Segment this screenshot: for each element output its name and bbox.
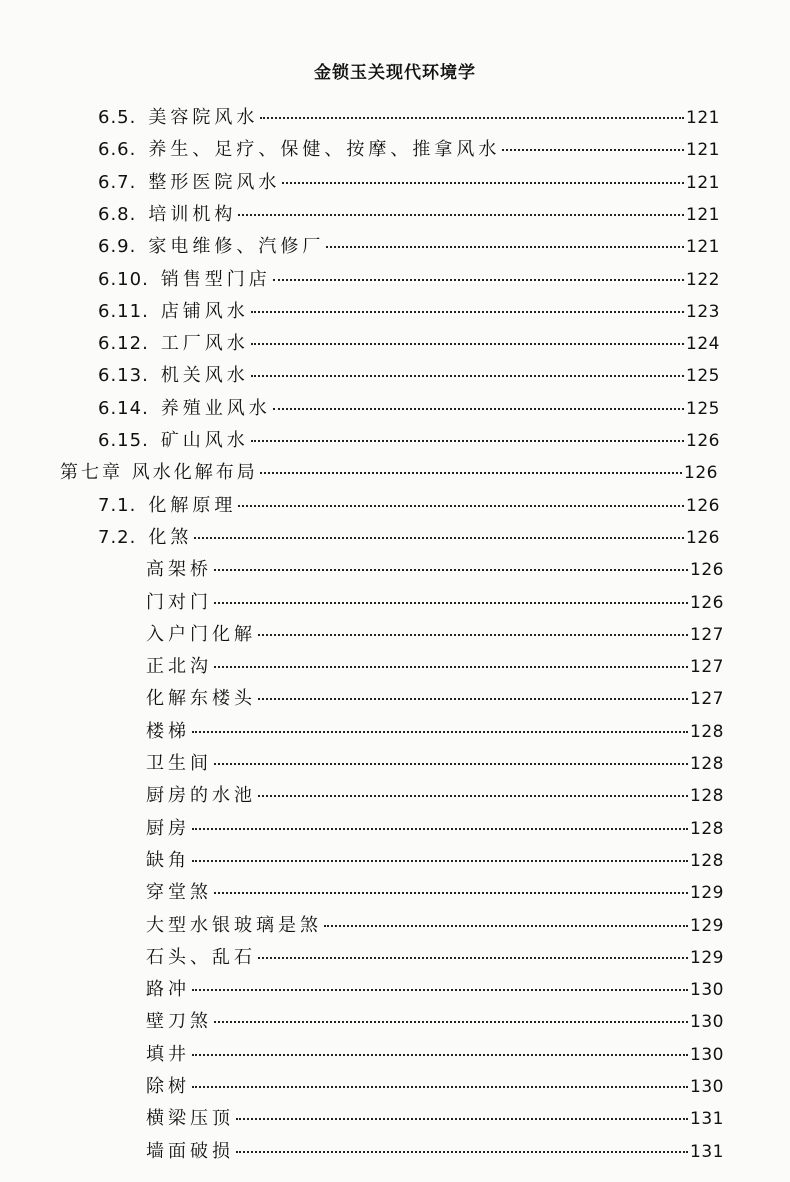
toc-dot-leader [214, 892, 688, 894]
toc-entry[interactable] [146, 622, 724, 648]
toc-entry-title: 机关风水 [160, 365, 249, 387]
toc-entry-number: 6.6. [98, 139, 137, 161]
toc-entry-number: 6.7. [98, 171, 137, 193]
toc-entry-title: 化解原理 [148, 494, 237, 516]
toc-entry-number: 6.15. [98, 430, 149, 451]
toc-entry[interactable] [146, 719, 724, 745]
toc-entry-page-number: 127 [690, 689, 724, 710]
toc-entry-page-number: 121 [686, 204, 720, 225]
toc-dot-leader [214, 1021, 688, 1023]
toc-entry-title: 填井 [146, 1043, 190, 1065]
toc-entry-page-number: 126 [686, 527, 720, 548]
toc-dot-leader [238, 214, 684, 216]
toc-dot-leader [258, 698, 688, 700]
toc-dot-leader [258, 795, 688, 797]
toc-dot-leader [236, 1151, 688, 1153]
toc-entry-page-number: 125 [686, 398, 720, 419]
toc-entry-page-number: 124 [686, 334, 720, 355]
toc-entry-page-number: 121 [686, 172, 720, 193]
toc-entry-page-number: 127 [690, 624, 724, 645]
toc-entry-page-number: 131 [690, 1109, 724, 1130]
toc-entry-number: 6.5. [98, 107, 137, 128]
toc-entry-page-number: 130 [690, 1012, 724, 1033]
toc-entry-number: 6.12. [98, 333, 149, 355]
toc-dot-leader [251, 343, 684, 345]
toc-entry[interactable] [146, 557, 724, 583]
toc-dot-leader [192, 731, 688, 733]
toc-entry-page-number: 128 [690, 754, 724, 774]
toc-entry[interactable] [98, 137, 720, 163]
toc-entry-page-number: 130 [690, 1077, 724, 1097]
toc-entry[interactable] [146, 945, 724, 971]
toc-entry-page-number: 121 [686, 140, 720, 161]
toc-entry-page-number: 122 [686, 269, 720, 290]
toc-dot-leader [273, 408, 684, 410]
toc-entry[interactable] [146, 783, 724, 809]
toc-entry-page-number: 128 [690, 721, 724, 742]
toc-entry-page-number: 126 [690, 592, 724, 613]
toc-entry-title: 除树 [146, 1076, 190, 1097]
toc-entry-title: 门对门 [146, 591, 212, 613]
toc-entry-title: 化解东楼头 [146, 688, 256, 710]
toc-entry[interactable] [146, 1074, 724, 1100]
toc-dot-leader [192, 989, 688, 991]
toc-entry-title: 养殖业风水 [160, 397, 271, 419]
toc-entry-page-number: 130 [690, 1044, 724, 1065]
toc-entry[interactable] [146, 654, 724, 680]
toc-entry-page-number: 127 [690, 657, 724, 678]
toc-entry-page-number: 125 [686, 366, 720, 387]
toc-entry[interactable] [98, 202, 720, 228]
toc-entry-page-number: 128 [690, 850, 724, 871]
toc-entry[interactable] [146, 1139, 724, 1165]
toc-entry[interactable] [98, 428, 720, 454]
toc-entry[interactable] [146, 751, 724, 777]
toc-entry[interactable] [146, 1009, 724, 1035]
toc-entry-page-number: 129 [690, 915, 724, 936]
toc-entry-title: 养生、足疗、保健、按摩、推拿风水 [148, 139, 501, 161]
toc-entry-title: 培训机构 [148, 203, 237, 225]
toc-entry[interactable] [98, 396, 720, 422]
toc-entry-page-number: 128 [690, 818, 724, 839]
toc-dot-leader [214, 666, 688, 668]
toc-entry[interactable] [98, 363, 720, 389]
toc-entry-title: 第七章 风水化解布局 [60, 462, 258, 484]
toc-entry-page-number: 121 [686, 237, 720, 258]
toc-entry-number: 7.1. [98, 494, 137, 516]
toc-entry-page-number: 121 [686, 108, 720, 128]
toc-entry-title: 路冲 [146, 979, 190, 1001]
toc-entry-title: 高架桥 [146, 559, 212, 581]
toc-entry[interactable] [98, 299, 720, 325]
toc-entry-title: 整形医院风水 [148, 171, 281, 193]
toc-entry[interactable] [146, 1042, 724, 1068]
toc-entry-title: 化煞 [148, 526, 193, 548]
toc-dot-leader [273, 279, 684, 281]
toc-dot-leader [194, 537, 684, 539]
toc-dot-leader [251, 440, 684, 442]
toc-dot-leader [214, 602, 688, 604]
toc-dot-leader [214, 763, 688, 765]
toc-entry-page-number: 129 [690, 947, 724, 968]
toc-entry-title: 穿堂煞 [146, 882, 212, 904]
toc-entry-title: 楼梯 [146, 720, 190, 742]
toc-dot-leader [258, 634, 688, 636]
toc-entry-number: 6.9. [98, 236, 137, 258]
toc-dot-leader [326, 246, 684, 248]
toc-entry[interactable] [98, 331, 720, 357]
toc-dot-leader [192, 860, 688, 862]
toc-entry[interactable] [98, 105, 720, 131]
toc-dot-leader [260, 472, 682, 474]
toc-entry-number: 7.2. [98, 526, 137, 548]
toc-entry-number: 6.8. [98, 203, 137, 225]
toc-entry[interactable] [98, 525, 720, 551]
toc-entry-number: 6.13. [98, 365, 149, 387]
toc-entry-title: 正北沟 [146, 656, 212, 678]
toc-entry-number: 6.14. [98, 397, 149, 419]
toc-entry-title: 家电维修、汽修厂 [148, 236, 325, 258]
toc-entry-page-number: 126 [690, 560, 724, 581]
toc-entry-title: 销售型门店 [160, 268, 271, 290]
toc-dot-leader [214, 569, 688, 571]
toc-dot-leader [192, 1086, 688, 1088]
toc-entry[interactable] [98, 493, 720, 519]
toc-entry-title: 工厂风水 [160, 333, 249, 355]
toc-dot-leader [236, 1118, 688, 1120]
toc-entry-title: 厨房 [146, 817, 190, 839]
toc-entry[interactable] [98, 267, 720, 293]
toc-entry[interactable] [98, 170, 720, 196]
toc-entry[interactable] [146, 816, 724, 842]
toc-entry-page-number: 129 [690, 883, 724, 904]
toc-entry-page-number: 128 [690, 786, 724, 807]
toc-entry-title: 卫生间 [146, 753, 212, 774]
toc-entry[interactable] [146, 590, 724, 616]
toc-entry[interactable] [98, 234, 720, 260]
toc-dot-leader [238, 505, 684, 507]
toc-dot-leader [258, 957, 688, 959]
toc-dot-leader [192, 1054, 688, 1056]
page-header: 金锁玉关现代环境学 [314, 63, 476, 83]
toc-entry[interactable] [146, 686, 724, 712]
toc-entry[interactable] [146, 848, 724, 874]
toc-dot-leader [251, 311, 684, 313]
toc-entry-title: 美容院风水 [148, 107, 259, 128]
toc-dot-leader [260, 117, 684, 119]
toc-entry-page-number: 126 [686, 495, 720, 516]
toc-entry-page-number: 126 [686, 431, 720, 451]
toc-entry-title: 店铺风水 [160, 300, 249, 322]
toc-entry-title: 缺角 [146, 849, 190, 871]
toc-entry-page-number: 126 [684, 463, 718, 484]
toc-dot-leader [502, 149, 684, 151]
toc-entry-page-number: 131 [690, 1141, 724, 1162]
toc-entry-title: 入户门化解 [146, 623, 256, 645]
toc-entry-number: 6.11. [98, 300, 149, 322]
toc-entry-title: 矿山风水 [160, 430, 249, 451]
toc-dot-leader [192, 828, 688, 830]
toc-dot-leader [282, 182, 684, 184]
toc-entry-title: 厨房的水池 [146, 785, 256, 807]
toc-entry[interactable] [146, 913, 724, 939]
toc-entry-title: 横梁压顶 [146, 1108, 234, 1130]
toc-entry[interactable] [146, 1106, 724, 1132]
toc-entry-page-number: 130 [690, 980, 724, 1001]
toc-entry[interactable] [146, 880, 724, 906]
toc-entry-title: 墙面破损 [146, 1140, 234, 1162]
toc-entry-page-number: 123 [686, 301, 720, 322]
toc-entry[interactable] [146, 977, 724, 1003]
toc-entry-title: 大型水银玻璃是煞 [146, 914, 322, 936]
toc-entry-title: 壁刀煞 [146, 1011, 212, 1033]
toc-entry[interactable] [60, 460, 718, 486]
toc-entry-title: 石头、乱石 [146, 946, 256, 968]
toc-entry-number: 6.10. [98, 268, 149, 290]
toc-dot-leader [251, 375, 684, 377]
toc-dot-leader [324, 925, 688, 927]
